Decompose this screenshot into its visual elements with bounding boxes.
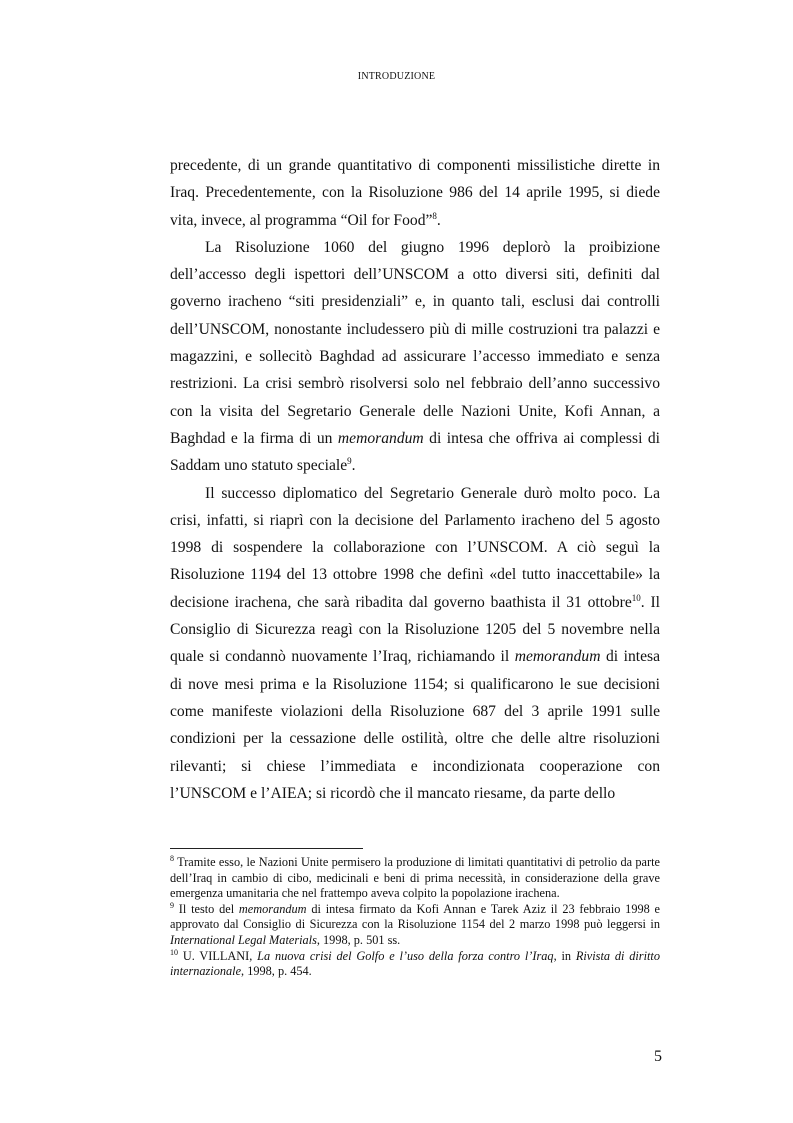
footnote-ref-10[interactable]: 10 xyxy=(631,592,641,603)
running-header: INTRODUZIONE xyxy=(357,71,436,82)
footnote-ref-8[interactable]: 8 xyxy=(432,210,437,221)
footnote-separator xyxy=(170,848,363,849)
footnote-10: $^{10}$ U. VILLANI, La nuova crisi del Golfo e l’uso della forza contro l’Iraq, in Rivista di diritto internazionale, 1998, p. 454. xyxy=(170,947,660,979)
footnote-9: $^9$ Il testo del memorandum di intesa firmato da Kofi Annan e Tarek Aziz il 23 febbraio 1998 e approvato dal Consiglio di Sicurezza con la Risoluzione 1154 del 2 marzo 1998 può leggersi in International Legal Materials, 1998, p. 501 ss. xyxy=(170,900,661,947)
page-number: 5 xyxy=(654,1048,662,1065)
paragraph-2: La Risoluzione 1060 del giugno 1996 deplorò la proibizione dell’accesso degli ispettori dell’UNSCOM a otto diversi siti, definiti dal governo iracheno “siti presidenziali” e, in quanto tali, esclusi dai controlli dell’UNSCOM, nonostante includessero più di mille costruzioni tra palazzi e magazzini, e sollecitò Baghdad ad assicurare l’accesso immediato e senza restrizioni. La crisi sembrò risolversi solo nel febbraio dell’anno successivo con la visita del Segretario Generale delle Nazioni Unite, Kofi Annan, a Baghdad e la firma di un memorandum di intesa che offriva ai complessi di Saddam uno statuto speciale$^9$. xyxy=(170,238,661,475)
footnote-8: $^8$ Tramite esso, le Nazioni Unite permisero la produzione di limitati quantitativi di petrolio da parte dell’Iraq in cambio di cibo, medicinali e beni di prima necessità, in considerazione della grave emergenza umanitaria che nel frattempo aveva colpito la popolazione irachena. xyxy=(170,854,660,901)
paragraph-3: Il successo diplomatico del Segretario Generale durò molto poco. La crisi, infatti, si riaprì con la decisione del Parlamento iracheno del 5 agosto 1998 di sospendere la collaborazione con l’UNSCOM. A ciò seguì la Risoluzione 1194 del 13 ottobre 1998 che definì «del tutto inaccettabile» la decisione irachena, che sarà ribadita dal governo baathista il 31 ottobre$^{10}$. Il Consiglio di Sicurezza reagì con la Risoluzione 1205 del 5 novembre nella quale si condannò nuovamente l’Iraq, richiamando il memorandum di intesa di nove mesi prima e la Risoluzione 1154; si qualificarono le sue decisioni come manifeste violazioni della Risoluzione 687 del 3 aprile 1991 sulle condizioni per la cessazione delle ostilità, oltre che delle altre risoluzioni rilevanti; si chiese l’immediata e incondizionata cooperazione con l’UNSCOM e l’AIEA; si ricordò che il mancato riesame, da parte dello xyxy=(170,484,660,802)
paragraph-1: precedente, di un grande quantitativo di componenti missilistiche dirette in Iraq. Precedentemente, con la Risoluzione 986 del 14 aprile 1995, si diede vita, invece, al programma “Oil for Food”$^8$. xyxy=(170,157,660,229)
main-text xyxy=(170,152,660,807)
footnotes xyxy=(170,855,660,980)
footnote-ref-9[interactable]: 9 xyxy=(347,456,352,467)
